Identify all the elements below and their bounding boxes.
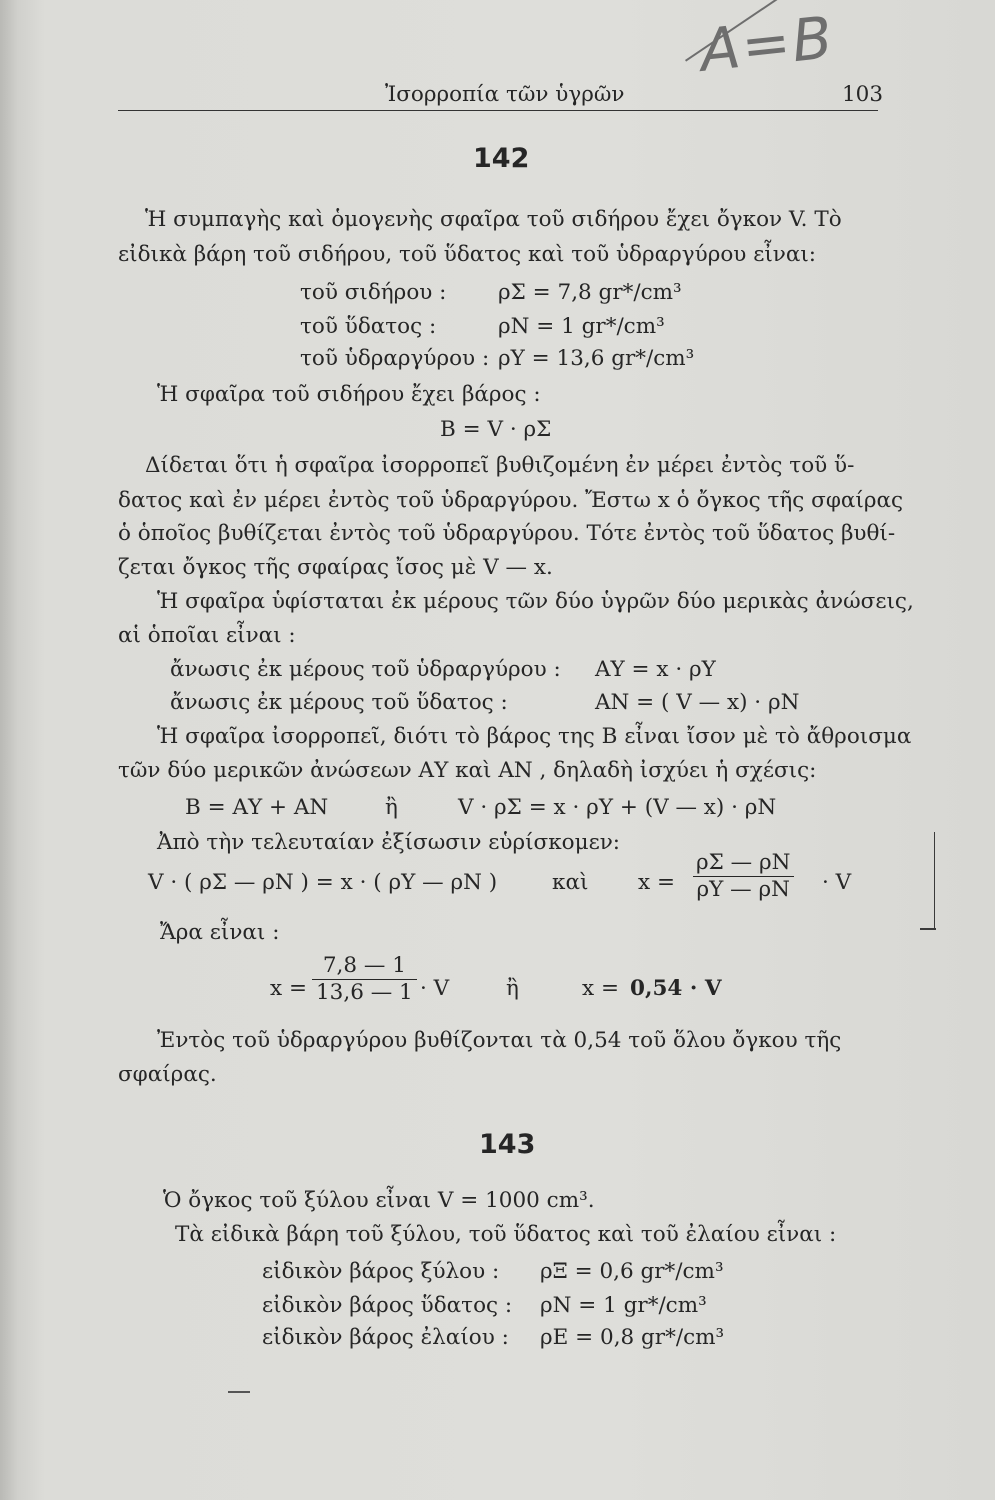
conclusion-line-1: Ἐντὸς τοῦ ὑδραργύρου βυθίζονται τὰ 0,54 τοῦ ὅλου ὄγκου τῆς [157, 1028, 842, 1053]
density-value-mercury: ρΥ = 13,6 gr*/cm³ [498, 346, 695, 371]
margin-bracket [920, 832, 935, 928]
page-number: 103 [842, 82, 884, 107]
equation-1-right: V · ρΣ = x · ρΥ + (V — x) · ρN [458, 795, 777, 820]
problem-number-143: 143 [479, 1129, 536, 1160]
density-label-iron: τοῦ σιδήρου : [300, 280, 447, 305]
weight-formula: B = V · ρΣ [440, 417, 552, 442]
density-label-oil: εἰδικὸν βάρος ἐλαίου : [262, 1325, 509, 1350]
therefore-text: Ἄρα εἶναι : [160, 920, 280, 945]
density-label-wood: εἰδικὸν βάρος ξύλου : [262, 1259, 500, 1284]
para1-line-1: Δίδεται ὅτι ἡ σφαῖρα ἰσορροπεῖ βυθιζομένη ἐν μέρει ἐντὸς τοῦ ὕ- [145, 453, 855, 478]
equation-2-numerator: ρΣ — ρN [696, 850, 791, 875]
para1-line-3: ὁ ὁποῖος βυθίζεται ἐντὸς τοῦ ὑδραργύρου. Τότε ἐντὸς τοῦ ὕδατος βυθί- [118, 521, 896, 546]
volume-statement: Ὁ ὄγκος τοῦ ξύλου εἶναι V = 1000 cm³. [163, 1188, 595, 1213]
para3-line-1: Ἡ σφαῖρα ἰσορροπεῖ, διότι τὸ βάρος της B εἶναι ἴσον μὲ τὸ ἄθροισμα [157, 724, 912, 749]
para2-line-2: αἱ ὁποῖαι εἶναι : [118, 623, 296, 648]
density-value-wood: ρΞ = 0,6 gr*/cm³ [540, 1259, 724, 1284]
equation-3-tail: · V [420, 976, 450, 1001]
equation-2-and: καὶ [552, 870, 589, 895]
buoyancy-label-water: ἄνωσις ἐκ μέρους τοῦ ὕδατος : [170, 690, 508, 715]
equation-2-left: V · ( ρΣ — ρN ) = x · ( ρΥ — ρN ) [148, 870, 498, 895]
para2-line-1: Ἡ σφαῖρα ὑφίσταται ἐκ μέρους τῶν δύο ὑγρῶν δύο μερικὰς ἀνώσεις, [157, 589, 914, 614]
conclusion-line-2: σφαίρας. [118, 1062, 217, 1087]
equation-1-left: B = AΥ + AN [185, 795, 329, 820]
buoyancy-label-mercury: ἄνωσις ἐκ μέρους τοῦ ὑδραργύρου : [170, 657, 561, 682]
buoyancy-value-water: AN = ( V — x) · ρN [595, 690, 800, 715]
equation-2-x: x = [638, 870, 675, 895]
para1-line-4: ζεται ὄγκος τῆς σφαίρας ἴσος μὲ V — x. [118, 555, 553, 580]
equation-3-or: ἢ [506, 976, 519, 1001]
para1-line-2: δατος καὶ ἐν μέρει ἐντὸς τοῦ ὑδραργύρου. Ἔστω x ὁ ὄγκος τῆς σφαίρας [118, 488, 904, 513]
equation-1-or: ἢ [385, 795, 398, 820]
handwritten-note: A=B [696, 3, 838, 85]
equation-3-result-prefix: x = [582, 976, 619, 1001]
para3-line-2: τῶν δύο μερικῶν ἀνώσεων AΥ καὶ AN , δηλαδὴ ἰσχύει ἡ σχέσις: [118, 758, 817, 783]
equation-3-denominator: 13,6 — 1 [312, 979, 417, 1004]
density-value-water: ρN = 1 gr*/cm³ [498, 314, 665, 339]
equation-3-result: 0,54 · V [630, 976, 722, 1001]
density-value-water-143: ρN = 1 gr*/cm³ [540, 1293, 707, 1318]
running-title: Ἰσορροπία τῶν ὑγρῶν [385, 82, 625, 107]
densities-intro: Τὰ εἰδικὰ βάρη τοῦ ξύλου, τοῦ ὕδατος καὶ τοῦ ἐλαίου εἶναι : [175, 1222, 837, 1247]
intro-line-1: Ἡ συμπαγὴς καὶ ὁμογενὴς σφαῖρα τοῦ σιδήρου ἔχει ὄγκον V. Τὸ [145, 207, 842, 232]
equation-3-fraction [312, 955, 417, 1003]
equation-3-x: x = [270, 976, 307, 1001]
density-value-iron: ρΣ = 7,8 gr*/cm³ [498, 280, 682, 305]
from-last-equation: Ἀπὸ τὴν τελευταίαν ἐξίσωσιν εὑρίσκομεν: [157, 830, 621, 855]
equation-2-denominator: ρΥ — ρN [693, 876, 794, 901]
equation-2-fraction [692, 852, 794, 900]
header-rule [118, 110, 878, 111]
problem-number-142: 142 [473, 143, 530, 174]
weight-text: Ἡ σφαῖρα τοῦ σιδήρου ἔχει βάρος : [157, 382, 541, 407]
density-label-mercury: τοῦ ὑδραργύρου : [300, 346, 490, 371]
buoyancy-value-mercury: AΥ = x · ρΥ [595, 657, 716, 682]
stray-mark [228, 1391, 250, 1393]
equation-3-numerator: 7,8 — 1 [322, 953, 406, 978]
intro-line-2: εἰδικὰ βάρη τοῦ σιδήρου, τοῦ ὕδατος καὶ τοῦ ὑδραργύρου εἶναι: [118, 242, 817, 267]
equation-2-tail: · V [822, 870, 852, 895]
density-label-water-143: εἰδικὸν βάρος ὕδατος : [262, 1293, 513, 1318]
density-label-water: τοῦ ὕδατος : [300, 314, 437, 339]
density-value-oil: ρE = 0,8 gr*/cm³ [540, 1325, 725, 1350]
